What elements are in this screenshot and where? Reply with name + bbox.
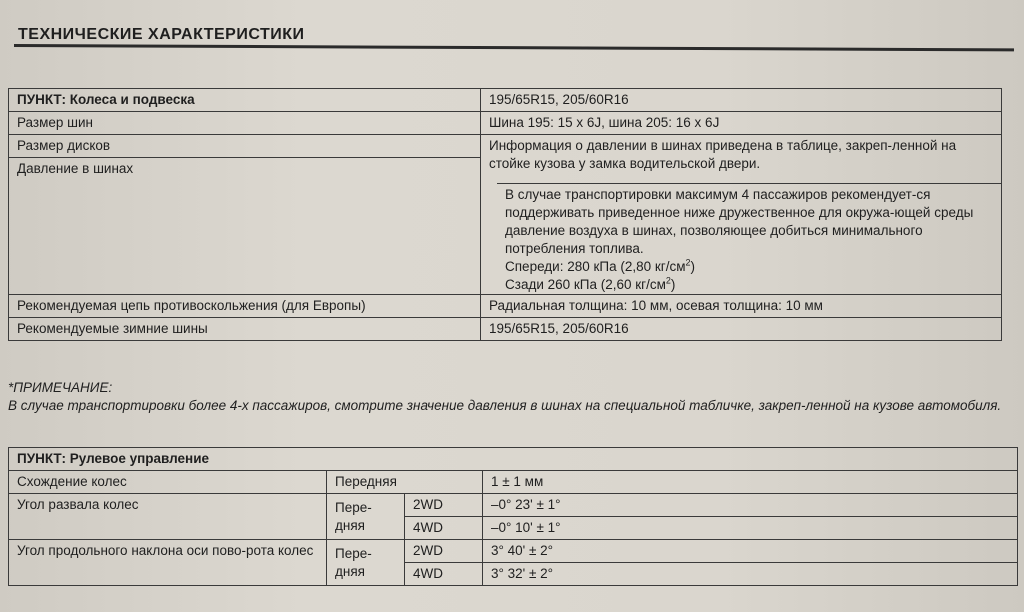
caster-drive-4wd: 4WD [405,563,483,586]
table-row [9,471,1018,494]
tire-pressure-details [497,183,1002,294]
rim-size-value: Шина 195: 15 х 6J, шина 205: 16 х 6J [481,112,1002,135]
steering-table-header: ПУНКТ: Рулевое управление [9,448,1018,471]
note-text: В случае транспортировки более 4-х пассажиров, смотрите значение давления в шинах на специальной табличке, закреп-ленной на кузове автомобиля. [8,398,1002,413]
camber-position: Пере-дняя [327,494,405,540]
caster-label: Угол продольного наклона оси пово-рота колес [9,540,327,586]
table-row [9,135,1002,158]
camber-label: Угол развала колес [9,494,327,540]
table-row [9,494,1018,517]
tire-size-value: 195/65R15, 205/60R16 [481,89,1002,112]
caster-position: Пере-дняя [327,540,405,586]
page-title: ТЕХНИЧЕСКИЕ ХАРАКТЕРИСТИКИ [18,26,305,43]
camber-value-4wd: –0° 10' ± 1° [483,517,1018,540]
camber-drive-2wd: 2WD [405,494,483,517]
table-row [9,540,1018,563]
table-header-row [9,448,1018,471]
note-title: *ПРИМЕЧАНИЕ: [8,380,113,395]
table-row [9,318,1002,341]
table-row [9,295,1002,318]
tire-pressure-label: Давление в шинах [9,158,481,295]
chain-value: Радиальная толщина: 10 мм, осевая толщина: 10 мм [481,295,1002,318]
toe-label: Схождение колес [9,471,327,494]
table-header-row [9,89,1002,112]
toe-position: Передняя [327,471,483,494]
caster-value-4wd: 3° 32' ± 2° [483,563,1018,586]
camber-drive-4wd: 4WD [405,517,483,540]
rim-size-label: Размер дисков [9,135,481,158]
camber-value-2wd: –0° 23' ± 1° [483,494,1018,517]
tire-pressure-para1: Информация о давлении в шинах приведена в таблице, закреп-ленной на стойке кузова у замка водительской двери. [489,138,957,171]
winter-tires-label: Рекомендуемые зимние шины [9,318,481,341]
caster-value-2wd: 3° 40' ± 2° [483,540,1018,563]
tire-size-label: Размер шин [9,112,481,135]
title-underline [14,44,1014,51]
steering-table [8,447,1018,586]
table-row [9,112,1002,135]
rear-pressure: Сзади 260 кПа (2,60 $кг/см^2$) [505,275,676,292]
winter-tires-value: 195/65R15, 205/60R16 [481,318,1002,341]
chain-label: Рекомендуемая цепь противоскольжения (для Европы) [9,295,481,318]
front-pressure: Спереди: 280 кПа (2,80 $кг/см^2$) [505,257,695,274]
toe-value: 1 ± 1 мм [483,471,1018,494]
caster-drive-2wd: 2WD [405,540,483,563]
tire-pressure-para2: В случае транспортировки максимум 4 пассажиров рекомендует-ся поддерживать приведенное ниже дружественное для окружа-ющей среды давление воздуха в шинах, позволяющее добиться минимального потребления топлива. [505,187,974,256]
wheels-table-header: ПУНКТ: Колеса и подвеска [9,89,481,112]
